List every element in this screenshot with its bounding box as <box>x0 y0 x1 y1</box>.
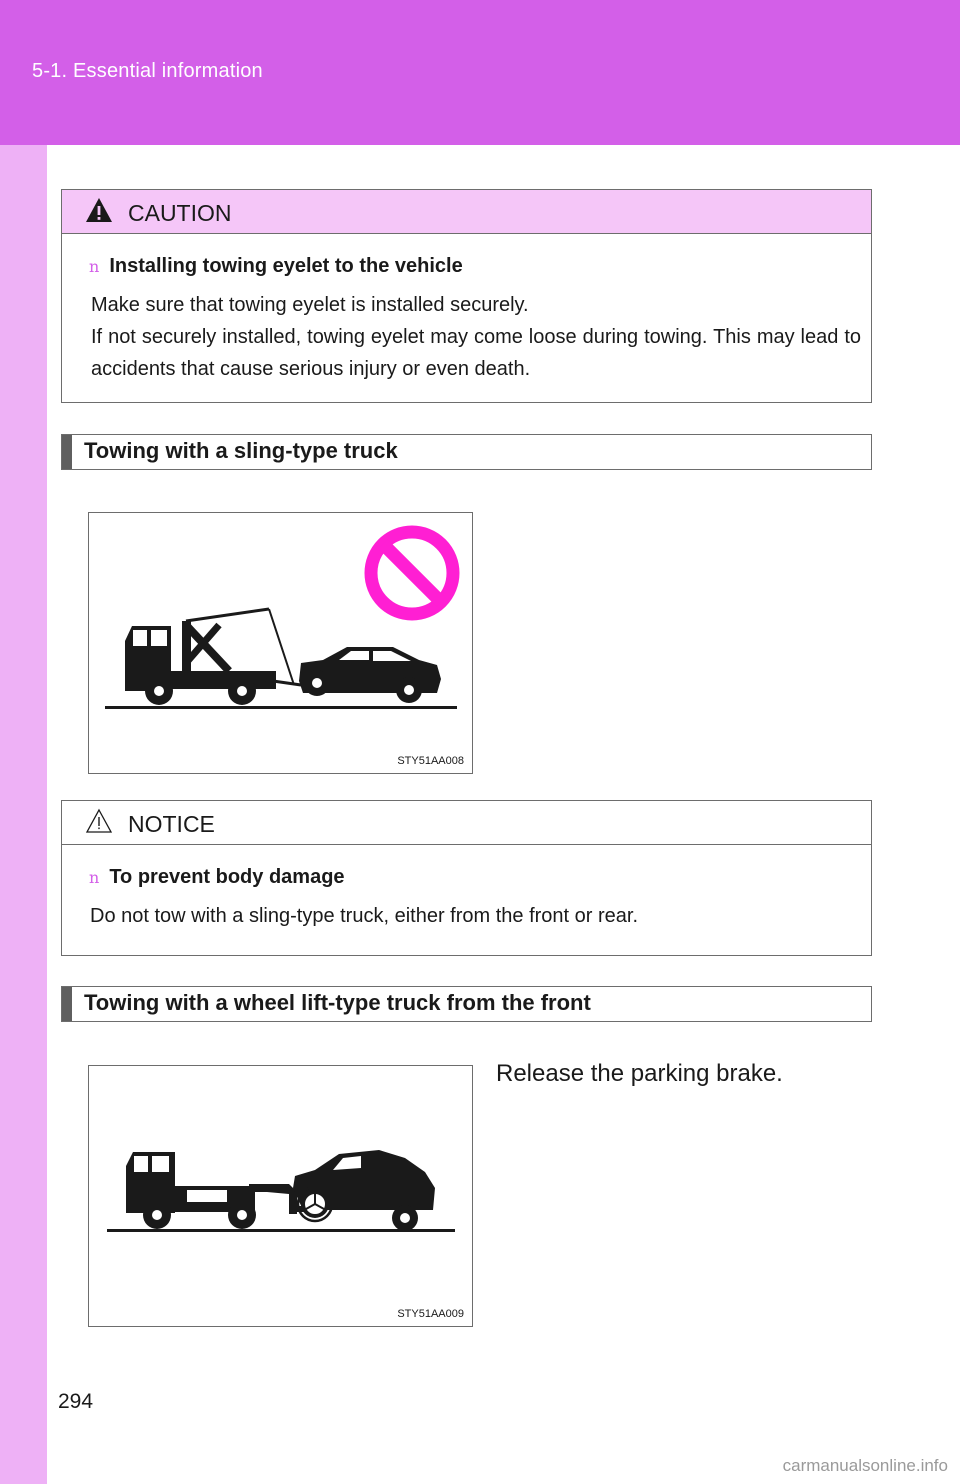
section-heading-wheel-lift <box>61 986 872 1022</box>
notice-text <box>90 900 861 932</box>
page-header <box>0 0 960 145</box>
notice-item-title-text: To prevent body damage <box>109 866 345 888</box>
caution-box <box>61 189 872 403</box>
heading-text: Towing with a wheel lift-type truck from the front <box>84 990 591 1015</box>
caution-item-title-text: Installing towing eyelet to the vehicle <box>109 255 463 277</box>
section-heading-sling <box>61 434 872 470</box>
figure-code: STY51AA008 <box>397 755 464 767</box>
caution-item-title <box>89 252 861 281</box>
figure-wheel-lift-truck <box>88 1065 473 1327</box>
notice-line-1: Do not tow with a sling-type truck, either from the front or rear. <box>90 905 639 927</box>
bullet-icon: n <box>89 257 100 276</box>
notice-box <box>61 800 872 956</box>
instruction-text: Release the parking brake. <box>496 1060 783 1087</box>
figure-code: STY51AA009 <box>397 1308 464 1320</box>
warning-icon <box>85 197 113 223</box>
caution-title: CAUTION <box>128 200 232 226</box>
side-tab <box>0 145 47 1484</box>
section-title: 5-1. Essential information <box>32 60 263 82</box>
caution-line-1: Make sure that towing eyelet is installed securely. <box>91 294 529 316</box>
page-number: 294 <box>58 1390 94 1413</box>
bullet-icon: n <box>89 868 100 887</box>
heading-text: Towing with a sling-type truck <box>84 438 398 463</box>
warning-outline-icon <box>85 808 113 834</box>
wheel-lift-truck-icon <box>107 1150 455 1232</box>
prohibited-icon <box>371 532 453 614</box>
notice-header <box>62 801 871 845</box>
watermark[interactable]: carmanualsonline.info <box>782 1456 948 1475</box>
caution-text <box>90 289 861 385</box>
parking-brake-icon <box>298 1187 332 1221</box>
tow-truck-icon <box>105 609 457 709</box>
caution-header <box>62 190 871 234</box>
notice-item-title <box>89 863 861 892</box>
notice-title: NOTICE <box>128 811 215 837</box>
figure-sling-truck <box>88 512 473 774</box>
caution-line-2: If not securely installed, towing eyelet may come loose during towing. This may lead to accidents that cause serious injury or even death. <box>91 326 861 380</box>
